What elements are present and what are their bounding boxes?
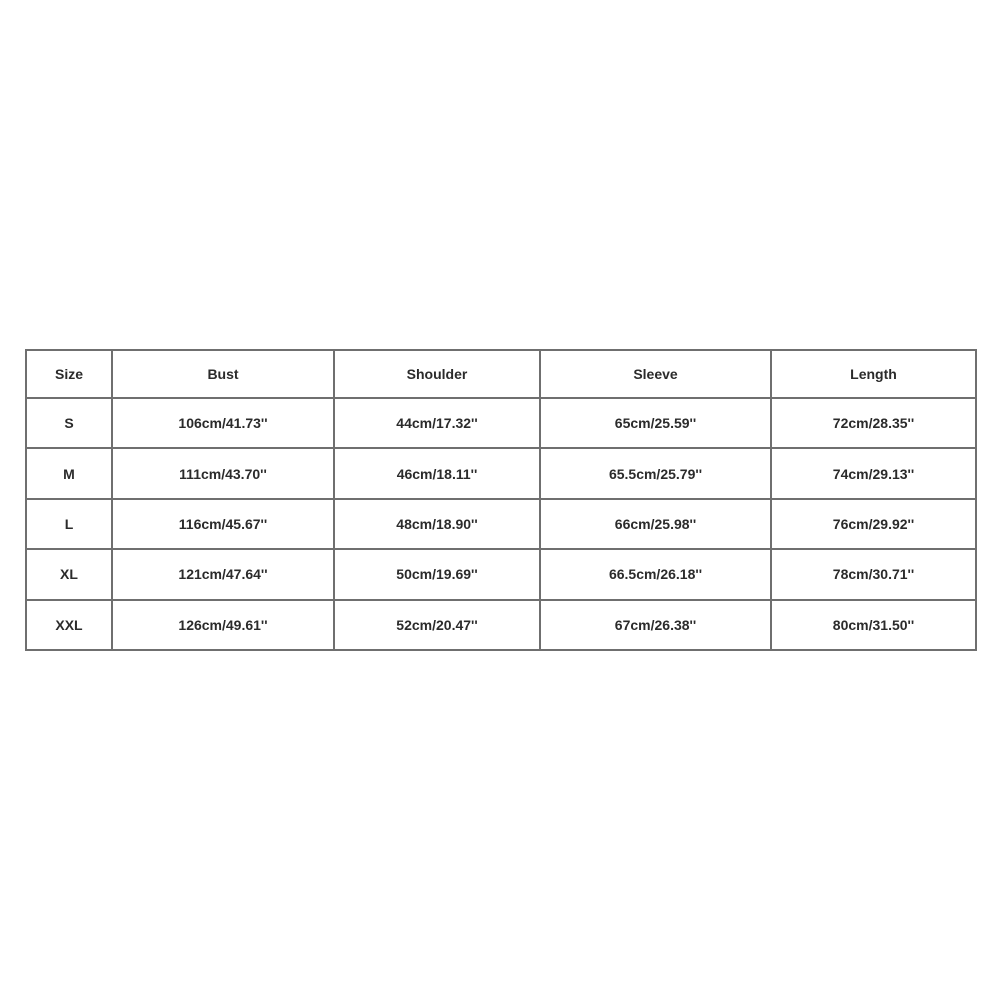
- bust-cell: 106cm/41.73'': [112, 398, 334, 448]
- shoulder-cell: 46cm/18.11'': [334, 448, 540, 498]
- sleeve-cell: 66cm/25.98'': [540, 499, 771, 549]
- bust-cell: 126cm/49.61'': [112, 600, 334, 650]
- table-row: [26, 499, 976, 549]
- size-chart-table: [25, 349, 977, 651]
- length-cell: 78cm/30.71'': [771, 549, 976, 599]
- shoulder-cell: 50cm/19.69'': [334, 549, 540, 599]
- length-cell: 80cm/31.50'': [771, 600, 976, 650]
- table-row: [26, 398, 976, 448]
- sleeve-cell: 67cm/26.38'': [540, 600, 771, 650]
- shoulder-cell: 44cm/17.32'': [334, 398, 540, 448]
- bust-cell: 111cm/43.70'': [112, 448, 334, 498]
- length-cell: 74cm/29.13'': [771, 448, 976, 498]
- table-row: [26, 600, 976, 650]
- bust-cell: 121cm/47.64'': [112, 549, 334, 599]
- length-cell: 76cm/29.92'': [771, 499, 976, 549]
- bust-cell: 116cm/45.67'': [112, 499, 334, 549]
- header-bust: Bust: [112, 350, 334, 398]
- sleeve-cell: 65.5cm/25.79'': [540, 448, 771, 498]
- size-cell: XL: [26, 549, 112, 599]
- sleeve-cell: 65cm/25.59'': [540, 398, 771, 448]
- shoulder-cell: 48cm/18.90'': [334, 499, 540, 549]
- table-row: [26, 549, 976, 599]
- size-cell: M: [26, 448, 112, 498]
- table-row: [26, 448, 976, 498]
- header-size: Size: [26, 350, 112, 398]
- size-cell: XXL: [26, 600, 112, 650]
- header-shoulder: Shoulder: [334, 350, 540, 398]
- header-sleeve: Sleeve: [540, 350, 771, 398]
- header-length: Length: [771, 350, 976, 398]
- header-row: [26, 350, 976, 398]
- size-cell: L: [26, 499, 112, 549]
- length-cell: 72cm/28.35'': [771, 398, 976, 448]
- sleeve-cell: 66.5cm/26.18'': [540, 549, 771, 599]
- size-cell: S: [26, 398, 112, 448]
- shoulder-cell: 52cm/20.47'': [334, 600, 540, 650]
